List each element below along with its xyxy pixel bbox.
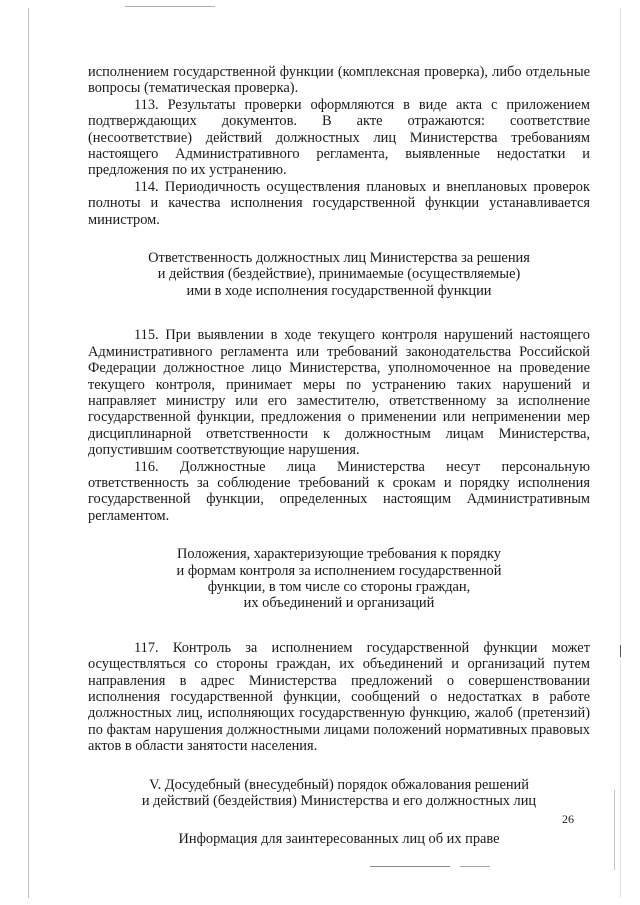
scan-artifact-corner (600, 790, 615, 870)
heading-provisions-line: и формам контроля за исполнением государственной (176, 562, 502, 579)
scan-artifact-top (125, 6, 215, 7)
page-number: 26 (562, 812, 574, 826)
heading-section-v-line: и действий (бездействия) Министерства и его должностных лиц (141, 793, 537, 810)
heading-section-v (88, 777, 590, 810)
heading-provisions-line: Положения, характеризующие требования к порядку (177, 546, 501, 563)
scan-edge-left (28, 8, 29, 898)
paragraph-115: 115. При выявлении в ходе текущего контроля нарушений настоящего Административного регламента или требований законодательства Российской Федерации должностное лицо Министерства, уполномоченное на проведение текущего контроля, принимает меры по устранению таких нарушений и направляет министру или его заместителю, ответственному за исполнение государственной функции, предложения о применении или неприменении мер дисциплинарной ответственности к должностным лицам Министерства, допустившим соответствующие нарушения. (88, 327, 590, 459)
heading-section-v-line: V. Досудебный (внесудебный) порядок обжалования решений (149, 776, 529, 793)
document-body (88, 64, 590, 848)
paragraph-113: 113. Результаты проверки оформляются в виде акта с приложением подтверждающих документов. В акте отражаются: соответствие (несоответствие) действий должностных лиц Министерства требованиям настоящего Административного регламента, выявленные недостатки и предложения по их устранению. (88, 96, 590, 179)
heading-provisions-line: функции, в том числе со стороны граждан, (207, 578, 471, 595)
heading-provisions-line: их объединений и организаций (243, 595, 435, 612)
heading-info: Информация для заинтересованных лиц об их праве (178, 831, 500, 848)
paragraph-114: 114. Периодичность осуществления плановых и внеплановых проверок полноты и качества исполнения государственной функции устанавливается министром. (88, 178, 590, 228)
paragraph-117: 117. Контроль за исполнением государственной функции может осуществляться со стороны граждан, их объединений и организаций путем направления в адрес Министерства предложений о совершенствовании исполнения государственной функции, сообщений о недостатках в работе должностных лиц, исполняющих государственную функцию, жалоб (претензий) по фактам нарушения должностными лицами положений нормативных правовых актов в области занятости населения. (88, 639, 590, 755)
heading-responsibility-line: и действия (бездействие), принимаемые (осуществляемые) (157, 266, 521, 283)
paragraph-116: 116. Должностные лица Министерства несут персональную ответственность за соблюдение требований к срокам и порядку исполнения государственной функции, определенных настоящим Административным регламентом. (88, 458, 590, 524)
scan-artifact-bottom (370, 866, 450, 867)
heading-provisions (88, 546, 590, 612)
scan-artifact-right-mark (620, 645, 621, 657)
heading-responsibility (88, 250, 590, 299)
heading-responsibility-line: Ответственность должностных лиц Министерства за решения (148, 250, 530, 267)
scan-edge-right (620, 8, 621, 898)
heading-responsibility-line: ими в ходе исполнения государственной функции (186, 282, 492, 299)
paragraph-continuation: исполнением государственной функции (комплексная проверка), либо отдельные вопросы (тематическая проверка). (88, 64, 590, 97)
scan-artifact-bottom-2 (460, 866, 490, 867)
